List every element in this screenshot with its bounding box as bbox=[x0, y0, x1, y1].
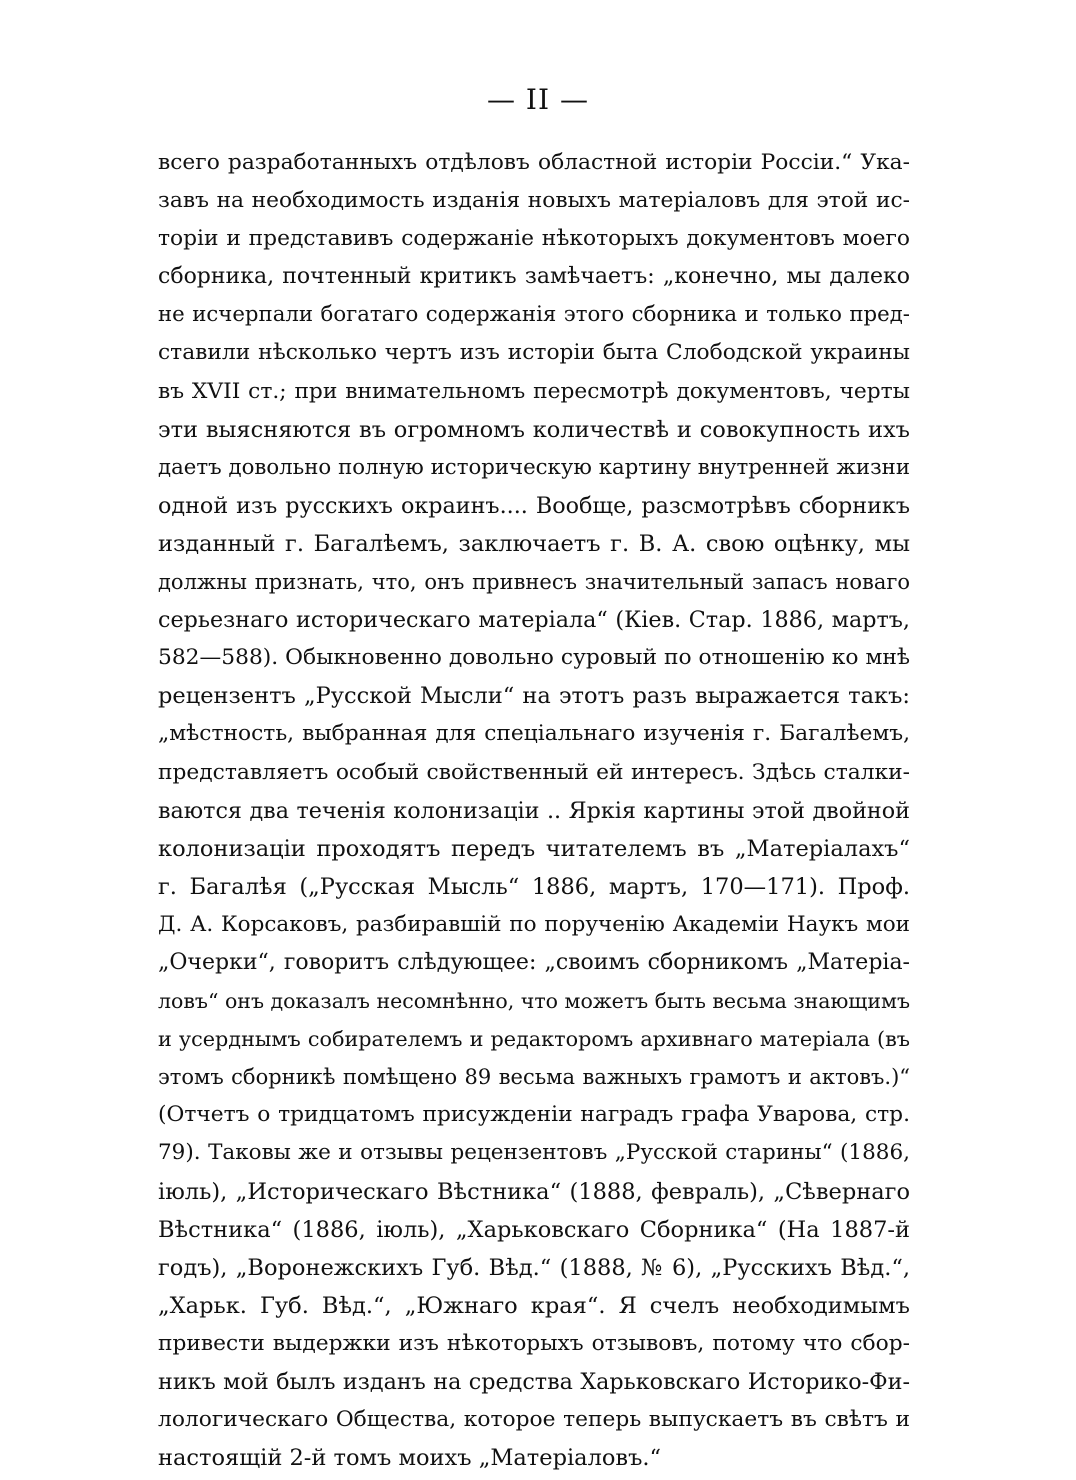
text-line: ставили нѣсколько чертъ изъ исторіи быта Слободской украины bbox=[158, 340, 910, 366]
text-line: даетъ довольно полную историческую картину внутренней жизни bbox=[158, 454, 910, 480]
text-line: сборника, почтенный критикъ замѣчаетъ: „конечно, мы далеко bbox=[158, 264, 910, 290]
text-line: никъ мой былъ изданъ на средства Харьковскаго Историко-Фи- bbox=[158, 1369, 910, 1395]
text-line: одной изъ русскихъ окраинъ.... Вообще, разсмотрѣвъ сборникъ bbox=[158, 492, 910, 519]
text-line: въ XVII ст.; при внимательномъ пересмотрѣ документовъ, черты bbox=[158, 378, 910, 404]
text-line: торіи и представивъ содержаніе нѣкоторыхъ документовъ моего bbox=[158, 226, 910, 252]
text-line: Д. А. Корсаковъ, разбиравшій по порученію Академіи Наукъ мои bbox=[158, 911, 910, 937]
text-line: лологическаго Общества, которое теперь выпускаетъ въ свѣтъ и bbox=[158, 1407, 910, 1433]
text-line: должны признать, что, онъ привнесъ значительный запасъ новаго bbox=[158, 570, 910, 595]
page-number: — II — bbox=[487, 83, 589, 116]
text-line: ловъ“ онъ доказалъ несомнѣнно, что можетъ быть весьма знающимъ bbox=[158, 989, 911, 1014]
text-line: этомъ сборникѣ помѣщено 89 весьма важныхъ грамотъ и актовъ.)“ bbox=[158, 1065, 910, 1090]
text-line: настоящій 2-й томъ моихъ „Матеріаловъ.“ bbox=[158, 1445, 662, 1472]
text-line: 582—588). Обыкновенно довольно суровый по отношенію ко мнѣ bbox=[158, 645, 910, 671]
text-line: представляетъ особый свойственный ей интересъ. Здѣсь сталки- bbox=[158, 759, 910, 785]
text-line: эти выясняются въ огромномъ количествѣ и совокупность ихъ bbox=[158, 416, 910, 443]
text-line: годъ), „Воронежскихъ Губ. Вѣд.“ (1888, № 6), „Русскихъ Вѣд.“, bbox=[158, 1254, 910, 1281]
text-line: серьезнаго историческаго матеріала“ (Кіев. Стар. 1886, мартъ, bbox=[158, 607, 910, 634]
text-line: изданный г. Багалѣемъ, заключаетъ г. В. А. свою оцѣнку, мы bbox=[158, 530, 910, 557]
text-line: рецензентъ „Русской Мысли“ на этотъ разъ выражается такъ: bbox=[158, 683, 910, 710]
text-line: „мѣстность, выбранная для спеціальнаго изученія г. Багалѣемъ, bbox=[158, 721, 910, 747]
text-line: Вѣстника“ (1886, іюль), „Харьковскаго Сборника“ (На 1887-й bbox=[158, 1216, 910, 1243]
text-line: „Очерки“, говоритъ слѣдующее: „своимъ сборникомъ „Матеріа- bbox=[158, 949, 910, 975]
text-line: іюль), „Историческаго Вѣстника“ (1888, февраль), „Сѣвернаго bbox=[158, 1178, 910, 1205]
text-line: г. Багалѣя („Русская Мысль“ 1886, мартъ, 170—171). Проф. bbox=[158, 873, 910, 900]
text-line: „Харьк. Губ. Вѣд.“, „Южнаго края“. Я счелъ необходимымъ bbox=[158, 1292, 910, 1319]
body-text bbox=[158, 144, 910, 1477]
text-line: колонизаціи проходятъ передъ читателемъ въ „Матеріалахъ“ bbox=[158, 835, 910, 862]
text-line: не исчерпали богатаго содержанія этого сборника и только пред- bbox=[158, 302, 910, 328]
text-line: привести выдержки изъ нѣкоторыхъ отзывовъ, потому что сбор- bbox=[158, 1330, 910, 1356]
text-line: и усерднымъ собирателемъ и редакторомъ архивнаго матеріала (въ bbox=[158, 1027, 910, 1052]
text-line: (Отчетъ о тридцатомъ присужденіи наградъ графа Уварова, стр. bbox=[158, 1102, 910, 1128]
text-line: всего разработанныхъ отдѣловъ областной исторіи Россіи.“ Ука- bbox=[158, 150, 910, 175]
text-line: ваются два теченія колонизаціи .. Яркія картины этой двойной bbox=[158, 797, 910, 824]
text-line: завъ на необходимость изданія новыхъ матеріаловъ для этой ис- bbox=[158, 188, 910, 214]
text-line: 79). Таковы же и отзывы рецензентовъ „Русской старины“ (1886, bbox=[158, 1140, 910, 1166]
